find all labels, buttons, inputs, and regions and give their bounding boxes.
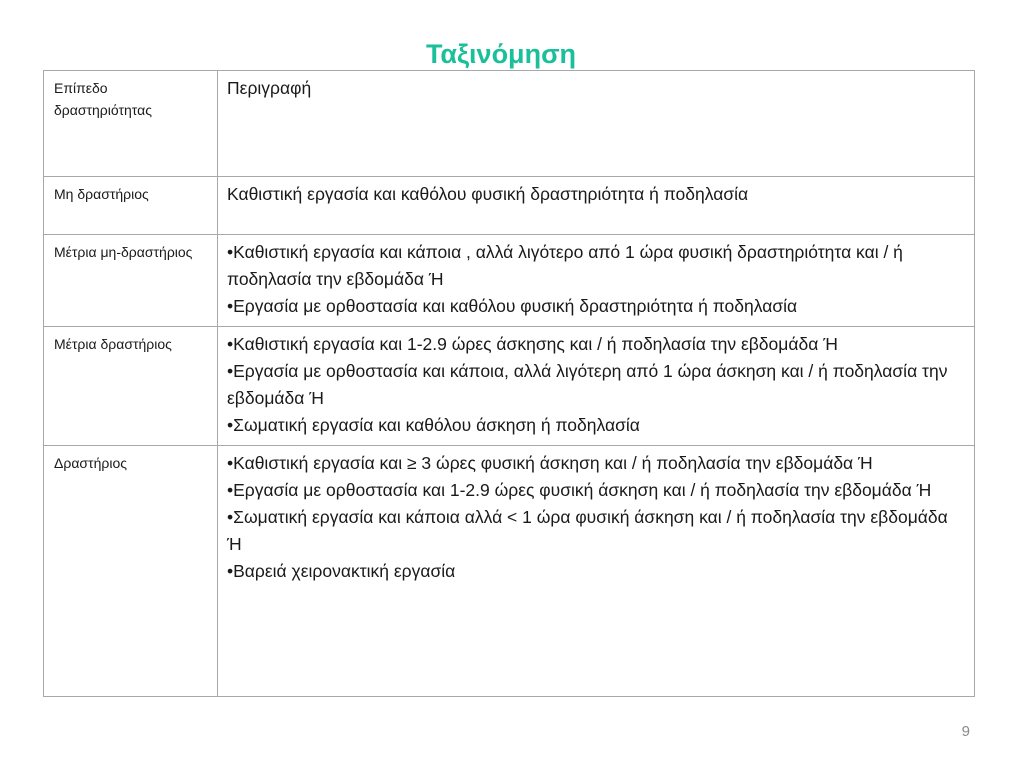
description-item: •Καθιστική εργασία και κάποια , αλλά λιγότερο από 1 ώρα φυσική δραστηριότητα και / ή ποδηλασία την εβδομάδα Ή xyxy=(227,242,903,289)
level-cell: Μέτρια δραστήριος xyxy=(44,327,218,446)
description-cell xyxy=(218,235,975,327)
description-item: Καθιστική εργασία και καθόλου φυσική δραστηριότητα ή ποδηλασία xyxy=(227,184,749,204)
description-item: •Σωματική εργασία και καθόλου άσκηση ή ποδηλασία xyxy=(227,415,640,435)
table-row xyxy=(44,446,975,697)
description-cell xyxy=(218,327,975,446)
description-item: •Βαρειά χειρονακτική εργασία xyxy=(227,561,456,581)
description-item: •Καθιστική εργασία και 1-2.9 ώρες άσκησης και / ή ποδηλασία την εβδομάδα Ή xyxy=(227,334,838,354)
table-row xyxy=(44,235,975,327)
description-cell xyxy=(218,177,975,235)
description-cell xyxy=(218,446,975,697)
description-item: •Καθιστική εργασία και ≥ 3 ώρες φυσική άσκηση και / ή ποδηλασία την εβδομάδα Ή xyxy=(227,453,873,473)
page-number: 9 xyxy=(961,723,970,740)
slide-title: Ταξινόμηση xyxy=(425,39,577,69)
activity-classification-table xyxy=(43,70,975,697)
header-description-cell: Περιγραφή xyxy=(218,71,975,177)
header-level-cell: Επίπεδο δραστηριότητας xyxy=(44,71,218,177)
description-item: •Εργασία με ορθοστασία και καθόλου φυσική δραστηριότητα ή ποδηλασία xyxy=(227,296,798,316)
table-header-row xyxy=(44,71,975,177)
description-item: •Εργασία με ορθοστασία και κάποια, αλλά λιγότερη από 1 ώρα άσκηση και / ή ποδηλασία την εβδομάδα Ή xyxy=(227,361,948,408)
description-item: •Εργασία με ορθοστασία και 1-2.9 ώρες φυσική άσκηση και / ή ποδηλασία την εβδομάδα Ή xyxy=(227,480,932,500)
table-row xyxy=(44,177,975,235)
level-cell: Μη δραστήριος xyxy=(44,177,218,235)
level-cell: Δραστήριος xyxy=(44,446,218,697)
description-item: •Σωματική εργασία και κάποια αλλά < 1 ώρα φυσική άσκηση και / ή ποδηλασία την εβδομάδα Ή xyxy=(227,507,948,554)
level-cell: Μέτρια μη-δραστήριος xyxy=(44,235,218,327)
table-row xyxy=(44,327,975,446)
